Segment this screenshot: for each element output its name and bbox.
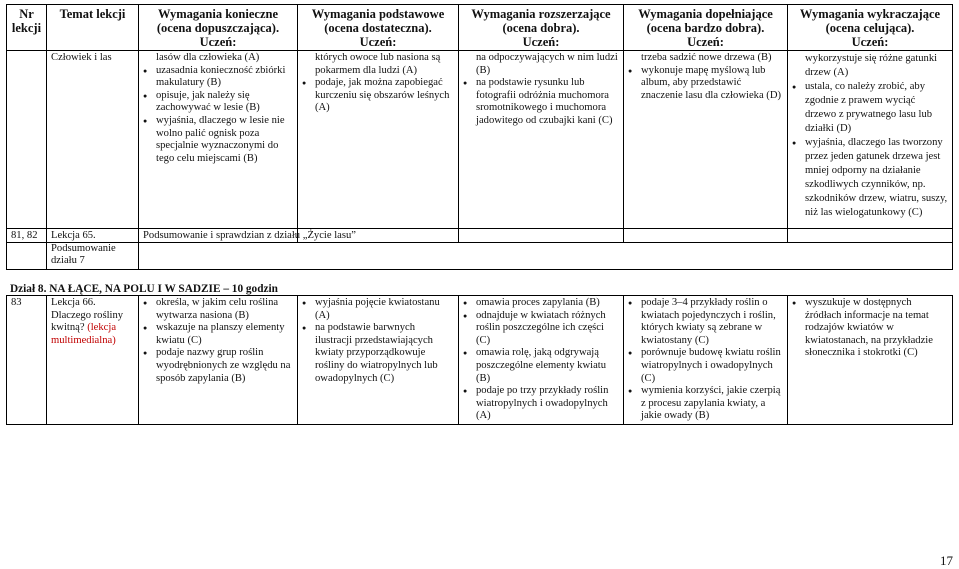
row-nr-cell: 81, 82 (7, 229, 47, 270)
level-student: Uczeń: (687, 35, 724, 49)
list-item: ● omawia proces zapylania (B) (463, 297, 619, 310)
header-nr: Nr lekcji (7, 5, 47, 51)
level-title: Wymagania dopełniające (638, 7, 773, 21)
requirements-cell-1 (139, 51, 298, 243)
section-heading: Dział 8. NA ŁĄCE, NA POLU I W SADZIE – 10 godzin (10, 283, 278, 295)
requirements-header-table (6, 4, 953, 243)
list-item: trzeba sadzić nowe drzewa (B) (641, 52, 772, 63)
table-row (7, 229, 953, 270)
list-item: lasów dla człowieka (A) (156, 52, 260, 63)
requirements-cell-3 (459, 51, 624, 243)
list-item: ● na podstawie rysunku lub fotografii odróżnia muchomora sromotnikowego i muchomora jadowitego od czubajki kani (C) (463, 77, 619, 127)
list-item: ● wykonuje mapę myślową lub album, aby przedstawić znaczenie lasu dla człowieka (D) (628, 65, 783, 103)
page-number: 17 (940, 553, 953, 568)
header-level-4 (624, 5, 788, 51)
summary-table (6, 228, 953, 270)
header-level-1 (139, 5, 298, 51)
row-nr-cell (7, 51, 47, 243)
row-topic-cell (47, 296, 139, 425)
list-item: ● określa, w jakim celu roślina wytwarza nasiona (B) (143, 297, 293, 322)
list-item: ● porównuje budowę kwiatu roślin wiatropylnych i owadopylnych (C) (628, 347, 783, 385)
table-row (7, 296, 953, 425)
level-student: Uczeń: (199, 35, 237, 49)
header-topic: Temat lekcji (47, 5, 139, 51)
list-item: ● wyjaśnia, dlaczego las tworzony przez jeden gatunek drzewa jest mniej odporny na działanie szkodliwych czynników, np. szkodników drzew, wiatru, suszy, niż las wielogatunkowy (C) (792, 136, 948, 220)
header-row (7, 5, 953, 51)
list-item: ● podaje, jak można zapobiegać kurczeniu się obszarów leśnych (A) (302, 77, 454, 115)
list-item: ● wymienia korzyści, jakie czerpią z procesu zapylania kwiaty, a jakie owady (B) (628, 385, 783, 423)
level-student: Uczeń: (359, 35, 397, 49)
table-row (7, 51, 953, 243)
lesson-topic: Lekcja 66. Dlaczego rośliny kwitną? (51, 297, 124, 334)
list-item: ● uzasadnia konieczność zbiórki makulatury (B) (143, 65, 293, 90)
header-level-3 (459, 5, 624, 51)
list-item: ● wskazuje na planszy elementy kwiatu (C) (143, 322, 293, 347)
level-grade: (ocena bardzo dobra). (646, 21, 765, 35)
level-grade: (ocena dobra). (502, 21, 580, 35)
list-item: ● na podstawie barwnych ilustracji przedstawiających kwiaty przyporządkowuje rośliny do wiatropylnych lub owadopylnych (C) (302, 322, 454, 385)
level-grade: (ocena dopuszczająca). (156, 21, 280, 35)
requirements-cell-2 (298, 296, 459, 425)
level-grade: (ocena celująca). (825, 21, 915, 35)
level-title: Wymagania podstawowe (311, 7, 445, 21)
list-item: ● podaje nazwy grup roślin wyodrębnionych ze względu na sposób zapylania (B) (143, 347, 293, 385)
list-item: wykorzystuje się różne gatunki drzew (A) (805, 53, 938, 78)
level-student: Uczeń: (851, 35, 889, 49)
requirements-cell-1 (139, 296, 298, 425)
list-item: ● wyjaśnia, dlaczego w lesie nie wolno palić ognisk poza specjalnie wyznaczonymi do tego celu miejscami (B) (143, 115, 293, 165)
level-student: Uczeń: (522, 35, 560, 49)
level-grade: (ocena dostateczna). (324, 21, 432, 35)
row-topic-cell: Człowiek i las (47, 51, 139, 243)
list-item: ● wyjaśnia pojęcie kwiatostanu (A) (302, 297, 454, 322)
list-item: ● wyszukuje w dostępnych źródłach informacje na temat rodzajów kwiatów w kwiatostanach, na przykładzie słonecznika i stokrotki (C) (792, 297, 948, 360)
level-title: Wymagania wykraczające (799, 7, 941, 21)
row-nr-cell: 83 (7, 296, 47, 425)
summary-cell: Podsumowanie i sprawdzian z działu „Życie lasu” (139, 229, 953, 270)
list-item: ● podaje 3–4 przykłady roślin o kwiatach pojedynczych i roślin, których kwiaty są zebrane w kwiatostany (C) (628, 297, 783, 347)
list-item: ● odnajduje w kwiatach różnych roślin poszczególne ich części (C) (463, 310, 619, 348)
requirements-cell-2 (298, 51, 459, 243)
lesson-note: (lekcja multimedialna) (51, 322, 117, 346)
list-item: ● podaje po trzy przykłady roślin wiatropylnych i owadopylnych (A) (463, 385, 619, 423)
header-level-5 (788, 5, 953, 51)
header-level-2 (298, 5, 459, 51)
requirements-cell-4 (624, 296, 788, 425)
requirements-cell-5 (788, 51, 953, 243)
level-title: Wymagania konieczne (157, 7, 279, 21)
list-item: których owoce lub nasiona są pokarmem dla ludzi (A) (315, 52, 441, 76)
level-title: Wymagania rozszerzające (471, 7, 611, 21)
list-item: ● ustala, co należy zrobić, aby zgodnie z prawem wyciąć drzewo z prywatnego lasu lub działki (D) (792, 80, 948, 136)
requirements-cell-5 (788, 296, 953, 425)
list-item: ● omawia rolę, jaką odgrywają poszczególne elementy kwiatu (B) (463, 347, 619, 385)
list-item: ● opisuje, jak należy się zachowywać w lesie (B) (143, 90, 293, 115)
requirements-cell-3 (459, 296, 624, 425)
lesson-table (6, 295, 953, 425)
row-topic-cell: Lekcja 65. Podsumowanie działu 7 (47, 229, 139, 270)
list-item: na odpoczywających w nim ludzi (B) (476, 52, 618, 76)
requirements-cell-4 (624, 51, 788, 243)
